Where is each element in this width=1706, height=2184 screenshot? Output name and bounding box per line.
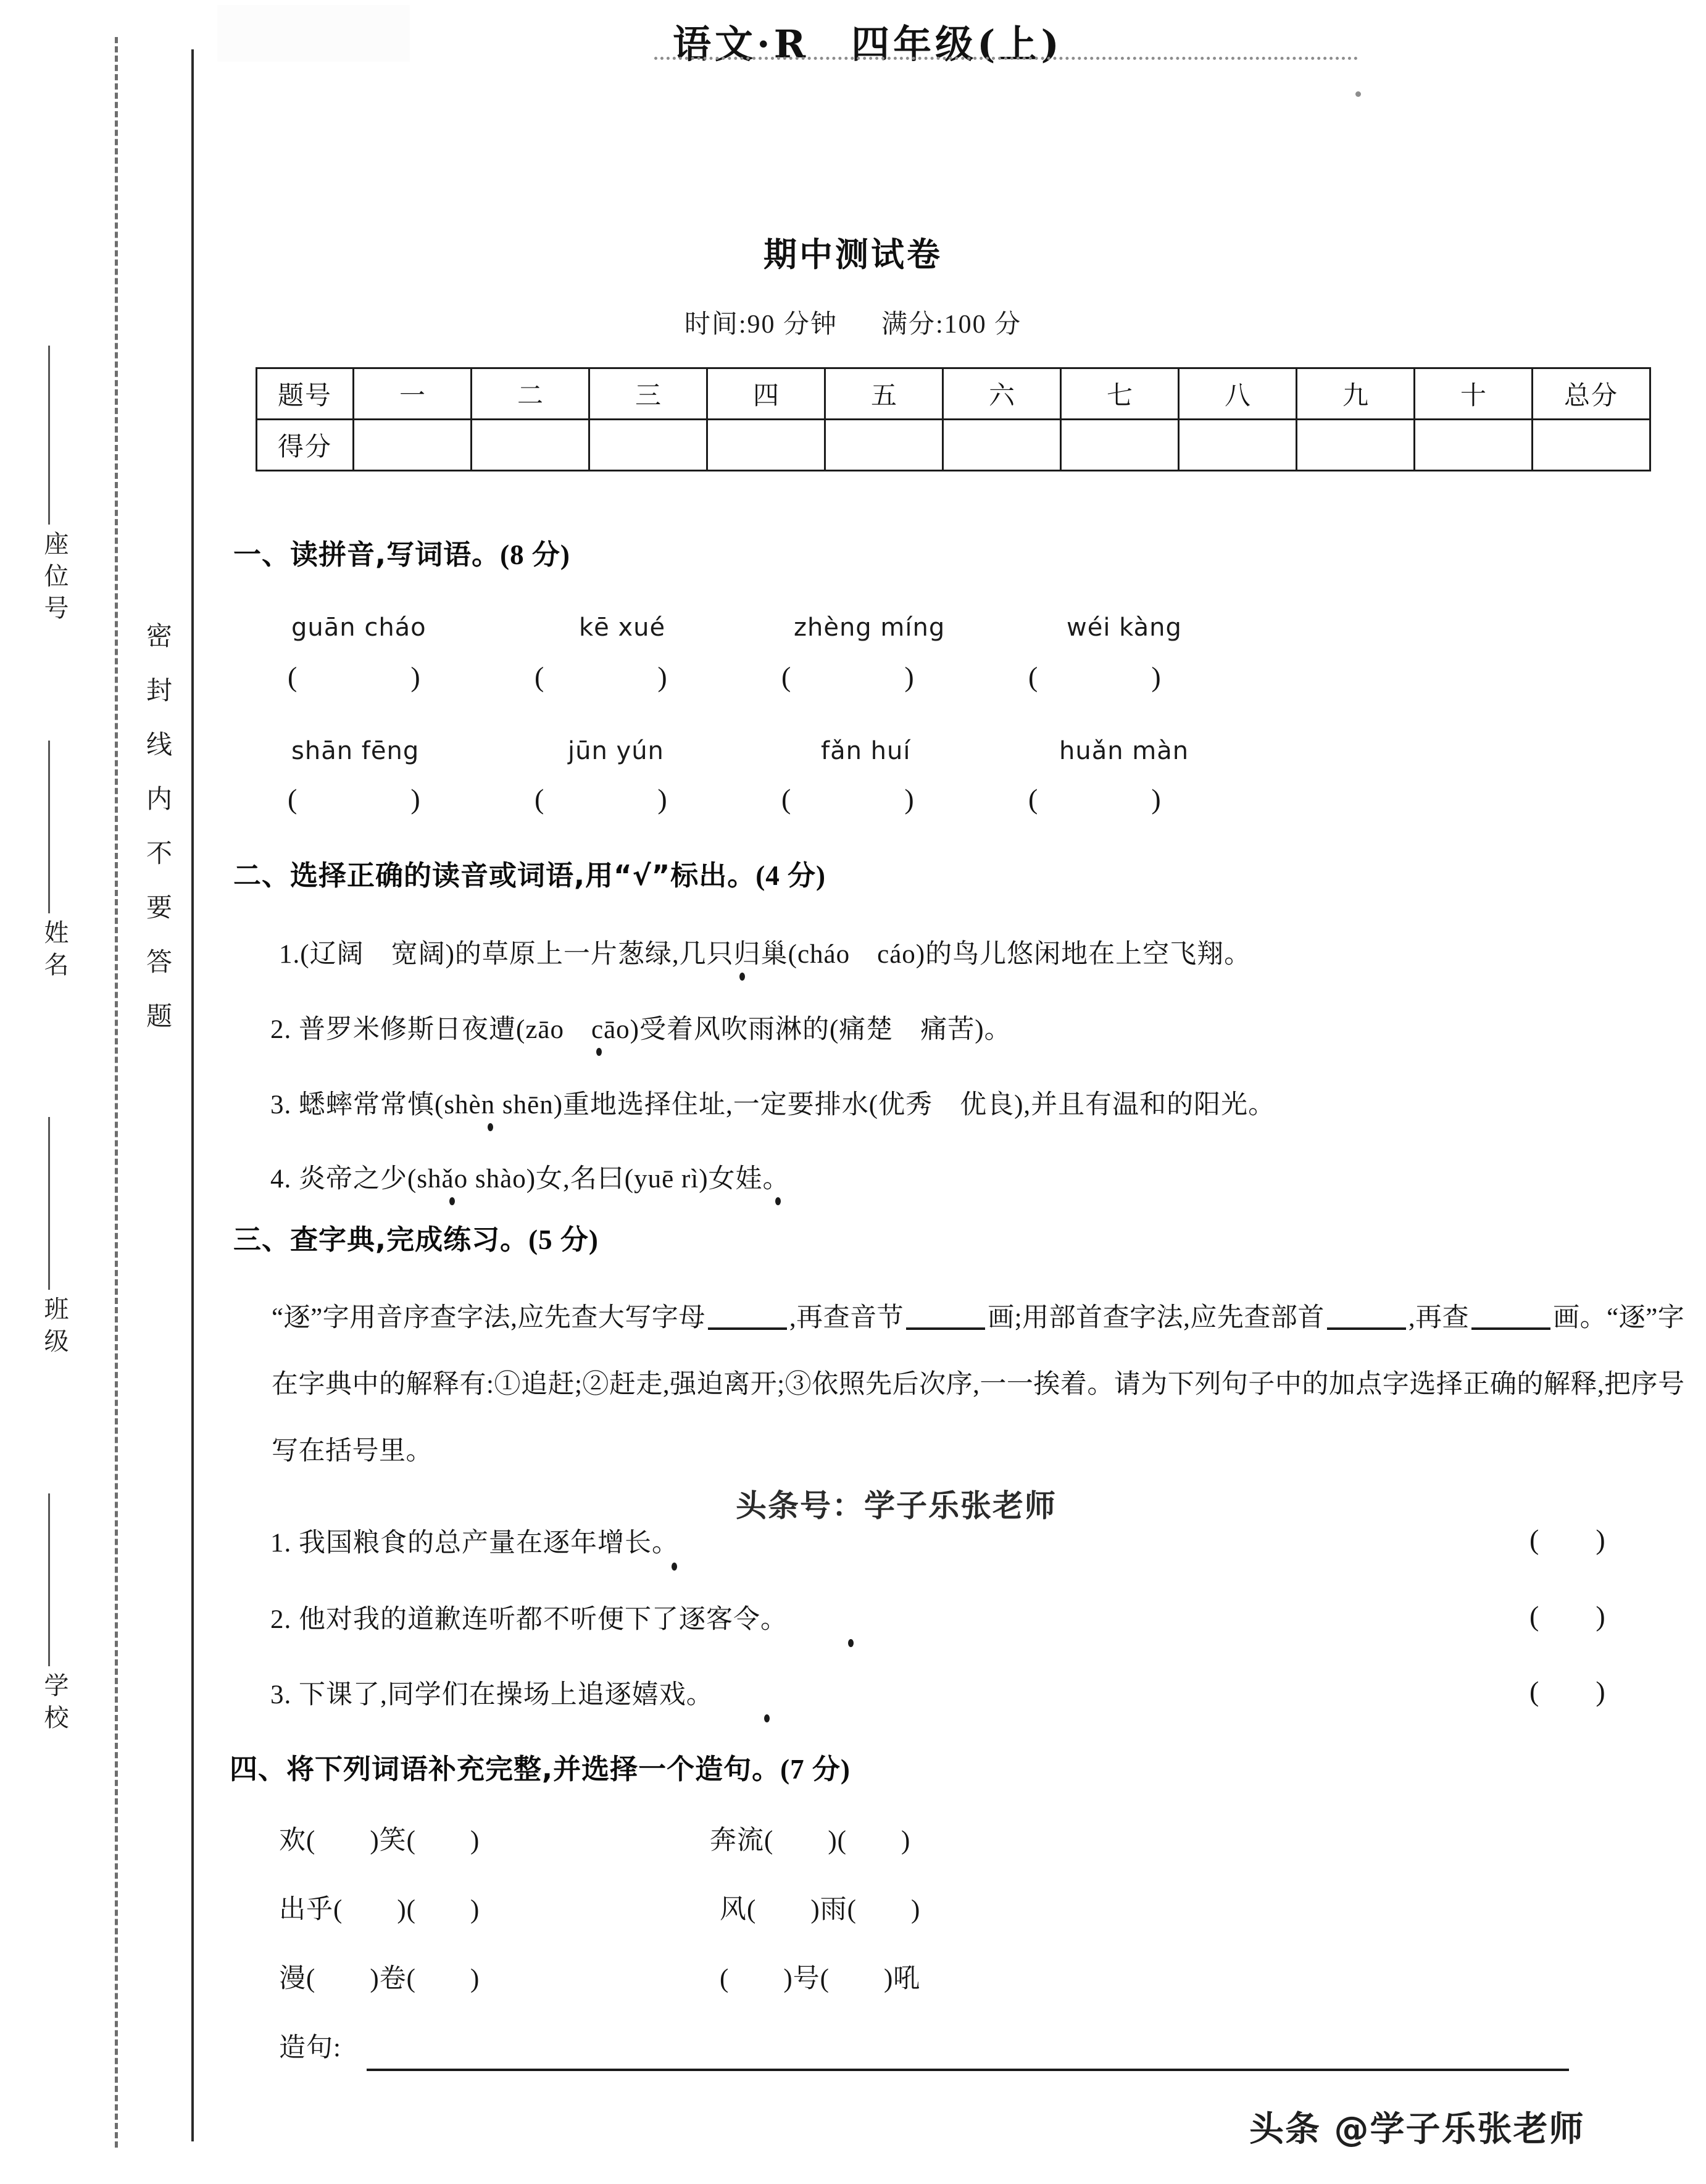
field-rule-3	[48, 1493, 50, 1666]
section-3-answer-3[interactable]: ( )	[1529, 1675, 1605, 1707]
seal-dashed-line	[115, 37, 118, 2148]
answer-blank-1-1[interactable]: ( )	[288, 661, 420, 692]
idiom-2-2[interactable]: 风( )雨( )	[720, 1895, 921, 1924]
margin-field-school: 学校	[40, 1672, 69, 1737]
score-cell-4[interactable]	[707, 420, 825, 471]
section-3-answer-1[interactable]: ( )	[1529, 1524, 1605, 1555]
idiom-1-1[interactable]: 欢( )笑( )	[279, 1826, 480, 1855]
section-3-item-1[interactable]: 1. 我国粮食的总产量在逐年增长。	[270, 1529, 679, 1558]
watermark-bottom: 头条 @学子乐张老师	[1249, 2109, 1585, 2149]
question-col-4: 四	[707, 368, 825, 420]
paper-meta	[0, 304, 1706, 341]
seal-warning-text: 密封线内不要答题	[143, 622, 173, 1057]
s3-part-3: ,再查	[1408, 1303, 1470, 1332]
section-2-points: (4 分)	[755, 860, 826, 891]
section-heading-4	[230, 1746, 851, 1787]
section-4-title: 四、将下列词语补充完整,并选择一个造句。	[230, 1753, 781, 1785]
seal-solid-line	[191, 49, 194, 2141]
pinyin-1-4: wéi kàng	[1067, 613, 1182, 642]
question-col-3: 三	[589, 368, 707, 420]
section-2-item-2[interactable]: 2. 普罗米修斯日夜遭(zāo cāo)受着风吹雨淋的(痛楚 痛苦)。	[270, 1015, 1012, 1044]
score-table	[256, 367, 1651, 471]
s3-part-2: 画;用部首查字法,应先查部首	[988, 1303, 1325, 1332]
section-3-title: 三、查字典,完成练习。	[233, 1223, 529, 1256]
score-cell-2[interactable]	[472, 420, 589, 471]
header-subject-title: 语文·R 四年级(上)	[673, 22, 1063, 67]
idiom-3-2[interactable]: ( )号( )吼	[720, 1964, 921, 1993]
question-col-6: 六	[943, 368, 1061, 420]
score-cell-9[interactable]	[1297, 420, 1415, 471]
section-heading-2	[233, 853, 826, 893]
section-2-item-4[interactable]: 4. 炎帝之少(shǎo shào)女,名曰(yuē rì)女娃。	[270, 1165, 790, 1194]
watermark-middle: 头条号：学子乐张老师	[736, 1488, 1057, 1524]
sentence-making-label: 造句:	[279, 2033, 341, 2062]
question-col-total: 总分	[1533, 368, 1650, 420]
score-cell-10[interactable]	[1415, 420, 1533, 471]
section-3-answer-2[interactable]: ( )	[1529, 1600, 1605, 1632]
table-row-scores	[257, 420, 1650, 471]
question-col-5: 五	[825, 368, 943, 420]
s3-blank-2[interactable]	[1327, 1327, 1406, 1330]
question-col-9: 九	[1297, 368, 1415, 420]
s3-part-4: 画。“逐”字在字典中的解释有:①追赶;②赶走,强迫离开;③依照先后次序,一一挨着。请为下列句子中的加点字选择正确的解释,把序号写在括号里。	[272, 1303, 1685, 1466]
emphasis-dot-s3-3	[764, 1714, 770, 1722]
question-col-2: 二	[472, 368, 589, 420]
idiom-1-2[interactable]: 奔流( )( )	[710, 1826, 911, 1855]
s3-blank-3[interactable]	[1471, 1327, 1550, 1330]
emphasis-dot-s2-3	[488, 1123, 493, 1131]
score-cell-7[interactable]	[1061, 420, 1179, 471]
answer-blank-2-3[interactable]: ( )	[781, 783, 914, 815]
section-1-title: 一、读拼音,写词语。	[233, 538, 501, 571]
score-cell-3[interactable]	[589, 420, 707, 471]
sentence-making-rule[interactable]	[367, 2069, 1569, 2071]
page-title: 期中测试卷	[764, 235, 942, 274]
s3-blank-1[interactable]	[906, 1327, 985, 1330]
pinyin-2-1: shān fēng	[291, 737, 420, 765]
score-cell-5[interactable]	[825, 420, 943, 471]
answer-blank-1-3[interactable]: ( )	[781, 661, 914, 692]
score-cell-total[interactable]	[1533, 420, 1650, 471]
header-dotted-rule	[654, 57, 1358, 60]
full-score-label: 满分:100 分	[881, 310, 1022, 339]
question-col-10: 十	[1415, 368, 1533, 420]
time-limit-label: 时间:90 分钟	[684, 310, 838, 339]
section-4-points: (7 分)	[780, 1754, 851, 1785]
pinyin-2-2: jūn yún	[568, 737, 664, 765]
row-label-question-no: 题号	[257, 368, 354, 420]
idiom-3-1[interactable]: 漫( )卷( )	[279, 1964, 480, 1993]
section-3-points: (5 分)	[528, 1224, 599, 1255]
header-blank-box	[217, 5, 410, 62]
section-3-item-3[interactable]: 3. 下课了,同学们在操场上追逐嬉戏。	[270, 1680, 714, 1709]
score-cell-1[interactable]	[354, 420, 472, 471]
answer-blank-2-1[interactable]: ( )	[288, 783, 420, 815]
field-rule-2	[48, 1117, 50, 1290]
margin-field-seat-number: 座位号	[40, 531, 69, 627]
question-col-1: 一	[354, 368, 472, 420]
emphasis-dot-s2-2	[596, 1048, 602, 1056]
question-col-7: 七	[1061, 368, 1179, 420]
margin-field-class: 班级	[40, 1296, 69, 1360]
answer-blank-2-4[interactable]: ( )	[1028, 783, 1161, 815]
answer-blank-1-2[interactable]: ( )	[535, 661, 667, 692]
pinyin-1-1: guān cháo	[291, 613, 426, 642]
section-2-title: 二、选择正确的读音或词语,用“√”标出。	[233, 859, 756, 892]
pinyin-2-3: fǎn huí	[821, 737, 911, 765]
idiom-2-1[interactable]: 出乎( )( )	[279, 1895, 480, 1924]
pinyin-1-2: kē xué	[579, 613, 666, 642]
emphasis-dot-s3-2	[848, 1639, 854, 1647]
pinyin-2-4: huǎn màn	[1059, 737, 1189, 765]
emphasis-dot-s2-4b	[775, 1197, 781, 1205]
s3-part-1: ,再查音节	[789, 1303, 904, 1332]
margin-field-name: 姓名	[40, 920, 69, 984]
score-cell-6[interactable]	[943, 420, 1061, 471]
field-rule-0	[48, 346, 50, 525]
section-3-paragraph	[272, 1285, 1685, 1485]
row-label-score: 得分	[257, 420, 354, 471]
emphasis-dot-s2-4a	[449, 1197, 455, 1205]
s3-part-0: “逐”字用音序查字法,应先查大写字母	[272, 1303, 705, 1332]
section-2-item-1[interactable]: 1.(辽阔 宽阔)的草原上一片葱绿,几只归巢(cháo cáo)的鸟儿悠闲地在上空飞翔。	[279, 940, 1252, 969]
section-3-item-2[interactable]: 2. 他对我的道歉连听都不听便下了逐客令。	[270, 1605, 788, 1634]
answer-blank-2-2[interactable]: ( )	[535, 783, 667, 815]
score-cell-8[interactable]	[1179, 420, 1297, 471]
section-heading-1	[233, 532, 570, 572]
question-col-8: 八	[1179, 368, 1297, 420]
header-end-dot	[1355, 91, 1361, 97]
emphasis-dot-s2-1	[739, 973, 745, 981]
emphasis-dot-s3-1	[672, 1563, 677, 1571]
answer-blank-1-4[interactable]: ( )	[1028, 661, 1161, 692]
section-1-points: (8 分)	[500, 539, 570, 570]
table-row-question-numbers	[257, 368, 1650, 420]
section-heading-3	[233, 1217, 599, 1257]
s3-blank-0[interactable]	[708, 1327, 787, 1330]
field-rule-1	[48, 741, 50, 913]
section-2-item-3[interactable]: 3. 蟋蟀常常慎(shèn shēn)重地选择住址,一定要排水(优秀 优良),并且有温和的阳光。	[270, 1090, 1276, 1119]
pinyin-1-3: zhèng míng	[794, 613, 946, 642]
